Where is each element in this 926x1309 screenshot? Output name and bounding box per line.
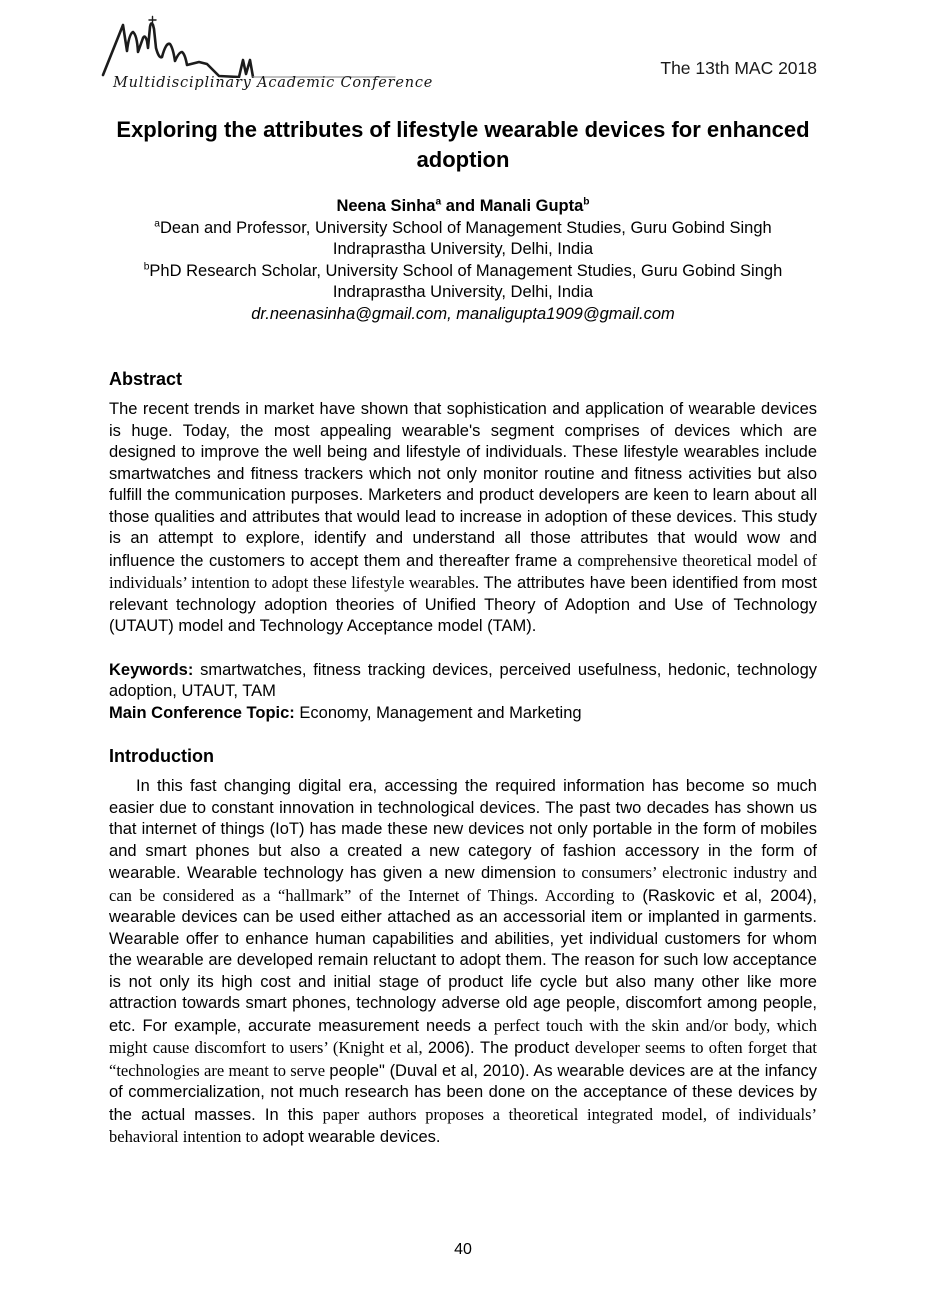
- skyline-sketch-icon: [99, 14, 399, 78]
- paper-title: Exploring the attributes of lifestyle wearable devices for enhanced adoption: [116, 117, 810, 172]
- affiliation-a: $^a$Dean and Professor, University School of Management Studies, Guru Gobind Singh Indraprastha University, Delhi, India: [154, 218, 772, 258]
- conference-topic-line: Main Conference Topic: Economy, Management and Marketing: [109, 703, 582, 722]
- abstract-body: The recent trends in market have shown that sophistication and application of wearable devices is huge. Today, the most appealing wearable's segment comprises of devices which are designed to improve the well being and lifestyle of individuals. These lifestyle wearables include smartwatches and fitness trackers which not only monitor routine and fitness activities but also fulfill the communication purposes. Marketers and product developers are keen to learn about all those qualities and attributes that would lead to increase in adoption of these devices. This study is an attempt to explore, identify and understand all those attributes that would wow and influence the customers to accept them and thereafter frame a comprehensive theoretical model of individuals’ intention to adopt these lifestyle wearables. The attributes have been identified from most relevant technology adoption theories of Unified Theory of Adoption and Use of Technology (UTAUT) model and Technology Acceptance model (TAM).: [109, 400, 817, 635]
- page-number: 40: [454, 1241, 472, 1258]
- authors-line: Neena Sinha$^a$ and Manali Gupta$^b$: [336, 196, 590, 215]
- introduction-body: In this fast changing digital era, accessing the required information has become so much easier due to constant innovation in technological devices. The past two decades has shown us that internet of things (IoT) has made these new devices not only portable in the form of mobiles and smart phones but also a created a new category of fashion accessory in the form of wearable. Wearable technology has given a new dimension to consumers’ electronic industry and can be considered as a “hallmark” of the Internet of Things. According to (Raskovic et al, 2004), wearable devices can be used either attached as an accessorial item or implanted in garments. Wearable offer to enhance human capabilities and abilities, yet individual customers for whom the wearable are developed remain reluctant to adopt them. The reason for such low acceptance is not only its high cost and initial stage of product life cycle but also many other like more attraction towards smart phones, technology adverse old age people, discomfort among people, etc. For example, accurate measurement needs a perfect touch with the skin and/or body, which might cause discomfort to users’ (Knight et al, 2006). The product developer seems to often forget that “technologies are meant to serve people" (Duval et al, 2010). As wearable devices are at the infancy of commercialization, not much research has been done on the acceptance of these devices by the actual masses. In this paper authors proposes a theoretical integrated model, of individuals’ behavioral intention to adopt wearable devices.: [109, 777, 818, 1146]
- author-emails: dr.neenasinha@gmail.com, manaligupta1909@gmail.com: [251, 304, 675, 323]
- keywords-line: Keywords: smartwatches, fitness tracking devices, perceived usefulness, hedonic, technology adoption, UTAUT, TAM: [109, 660, 817, 700]
- conference-label: The 13th MAC 2018: [660, 58, 817, 78]
- mac-logo: [99, 14, 434, 91]
- logo-caption: Multidisciplinary Academic Conference: [113, 75, 434, 91]
- page-header: [109, 14, 817, 100]
- abstract-heading: Abstract: [109, 369, 183, 389]
- introduction-heading: Introduction: [109, 746, 214, 766]
- affiliation-b: $^b$PhD Research Scholar, University School of Management Studies, Guru Gobind Singh Indraprastha University, Delhi, India: [143, 261, 783, 301]
